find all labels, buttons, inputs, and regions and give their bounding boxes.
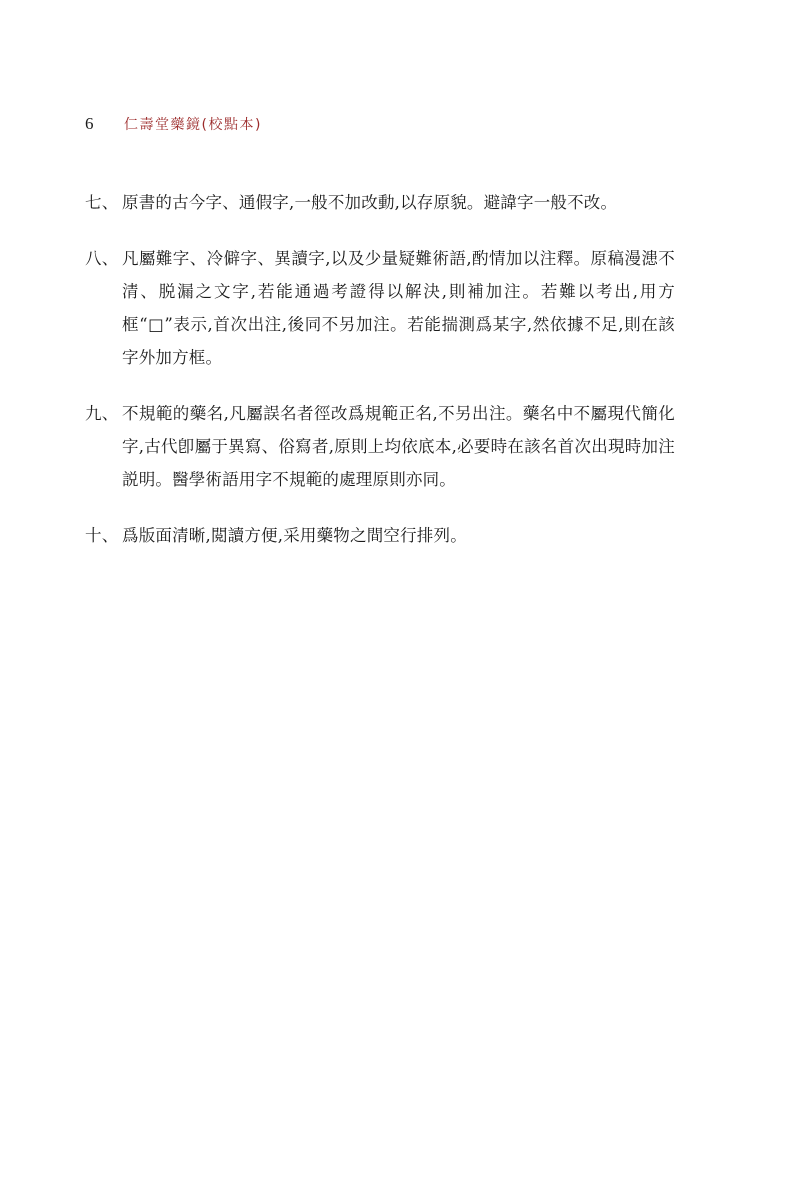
- page-number: 6: [85, 114, 94, 133]
- item-number: 八、: [85, 249, 119, 268]
- list-item: [85, 186, 675, 219]
- item-text: 爲版面清晰,閲讀方便,采用藥物之間空行排列。: [122, 526, 467, 545]
- item-number: 九、: [85, 404, 119, 423]
- book-title: 仁壽堂藥鏡(校點本): [124, 117, 262, 133]
- item-number: 十、: [85, 526, 119, 545]
- item-text: 原書的古今字、通假字,一般不加改動,以存原貌。避諱字一般不改。: [122, 193, 618, 212]
- list-item: [85, 397, 675, 496]
- list-item: [85, 242, 675, 374]
- running-header: [85, 113, 262, 135]
- body-text: [85, 186, 675, 575]
- item-text: 凡屬難字、冷僻字、異讀字,以及少量疑難術語,酌情加以注釋。原稿漫漶不清、脱漏之文字,若能通過考證得以解決,則補加注。若難以考出,用方框“□”表示,首次出注,後同不另加注。若能揣測爲某字,然依據不足,則在該字外加方框。: [122, 249, 675, 367]
- list-item: [85, 519, 675, 552]
- item-text: 不規範的藥名,凡屬誤名者徑改爲規範正名,不另出注。藥名中不屬現代簡化字,古代卽屬于異寫、俗寫者,原則上均依底本,必要時在該名首次出現時加注説明。醫學術語用字不規範的處理原則亦同。: [122, 404, 675, 489]
- item-number: 七、: [85, 193, 119, 212]
